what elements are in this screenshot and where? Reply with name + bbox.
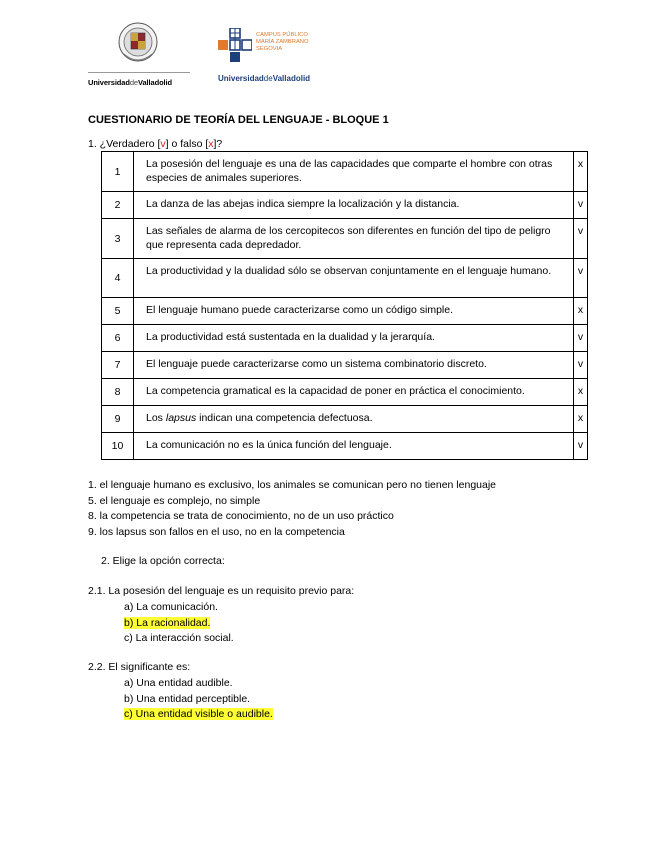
row-statement: La productividad y la dualidad sólo se observan conjuntamente en el lenguaje humano. — [134, 259, 574, 298]
row-answer: v — [574, 219, 588, 259]
option-item: c) La interacción social. — [124, 632, 234, 644]
italic-term: lapsus — [165, 412, 197, 424]
uva-seal-icon — [118, 22, 158, 66]
campus-name: CAMPUS PÚBLICO MARÍA ZAMBRANO SEGOVIA — [256, 32, 309, 53]
row-answer: x — [574, 298, 588, 325]
table-row — [102, 352, 588, 379]
row-number: 1 — [102, 152, 134, 192]
row-number: 10 — [102, 433, 134, 460]
row-number: 8 — [102, 379, 134, 406]
row-number: 4 — [102, 259, 134, 298]
campus-university-name: UniversidaddeValladolid — [218, 74, 311, 83]
table-row — [102, 406, 588, 433]
uva-divider — [88, 72, 190, 73]
campus-logo — [218, 28, 358, 88]
table-row — [102, 259, 588, 298]
row-answer: x — [574, 152, 588, 192]
row-answer: v — [574, 352, 588, 379]
page-title: CUESTIONARIO DE TEORÍA DEL LENGUAJE - BLOQUE 1 — [88, 114, 389, 126]
note-item: 8. la competencia se trata de conocimiento, no de un uso práctico — [88, 510, 394, 522]
row-number: 5 — [102, 298, 134, 325]
table-row — [102, 325, 588, 352]
uva-name: UniversidaddeValladolid — [88, 78, 173, 87]
option-item: b) Una entidad perceptible. — [124, 692, 251, 705]
row-number: 7 — [102, 352, 134, 379]
row-answer: x — [574, 379, 588, 406]
option-item: a) La comunicación. — [124, 601, 218, 613]
question-2-1: 2.1. La posesión del lenguaje es un requisito previo para: — [88, 585, 355, 597]
row-statement: Las señales de alarma de los cercopitecos son diferentes en función del tipo de peligro que representa cada depredador. — [134, 219, 574, 259]
question-2-1-options — [124, 600, 234, 647]
table-row — [102, 379, 588, 406]
campus-grid-icon — [218, 28, 252, 62]
table-row — [102, 192, 588, 219]
question-2-2-options — [124, 676, 273, 723]
row-number: 6 — [102, 325, 134, 352]
true-false-table — [101, 151, 588, 460]
row-statement: La competencia gramatical es la capacidad de poner en práctica el conocimiento. — [134, 379, 574, 406]
question-2-heading: 2. Elige la opción correcta: — [101, 555, 225, 567]
row-statement: La productividad está sustentada en la dualidad y la jerarquía. — [134, 325, 574, 352]
option-item: a) Una entidad audible. — [124, 677, 233, 689]
row-statement: La posesión del lenguaje es una de las capacidades que comparte el hombre con otras especies de animales superiores. — [134, 152, 574, 192]
row-answer: v — [574, 433, 588, 460]
uva-logo — [88, 22, 198, 94]
question-1-prompt: 1. ¿Verdadero [v] o falso [x]? — [88, 138, 223, 150]
table-row — [102, 433, 588, 460]
note-item: 1. el lenguaje humano es exclusivo, los animales se comunican pero no tienen lenguaje — [88, 479, 497, 491]
row-answer: v — [574, 192, 588, 219]
row-number: 2 — [102, 192, 134, 219]
row-answer: v — [574, 325, 588, 352]
question-2-2: 2.2. El significante es: — [88, 661, 191, 673]
answer-notes — [88, 478, 496, 540]
option-item-highlighted: c) Una entidad visible o audible. — [124, 708, 273, 720]
row-statement: Los lapsus indican una competencia defectuosa. — [134, 406, 574, 433]
note-item: 9. los lapsus son fallos en el uso, no en la competencia — [88, 525, 345, 538]
table-row — [102, 298, 588, 325]
row-number: 3 — [102, 219, 134, 259]
note-item: 5. el lenguaje es complejo, no simple — [88, 494, 261, 507]
row-answer: x — [574, 406, 588, 433]
row-number: 9 — [102, 406, 134, 433]
table-row — [102, 219, 588, 259]
row-statement: La comunicación no es la única función del lenguaje. — [134, 433, 574, 460]
option-item-highlighted: b) La racionalidad. — [124, 616, 211, 629]
table-row — [102, 152, 588, 192]
row-statement: La danza de las abejas indica siempre la localización y la distancia. — [134, 192, 574, 219]
row-statement: El lenguaje humano puede caracterizarse como un código simple. — [134, 298, 574, 325]
row-answer: v — [574, 259, 588, 298]
row-statement: El lenguaje puede caracterizarse como un sistema combinatorio discreto. — [134, 352, 574, 379]
